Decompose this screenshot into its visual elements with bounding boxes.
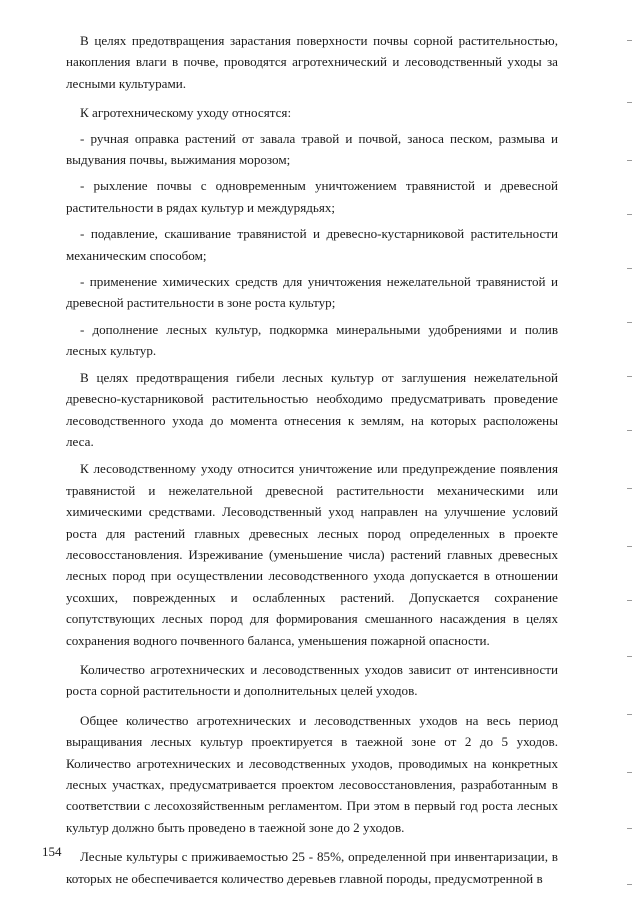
paragraph: В целях предотвращения гибели лесных культур от заглушения нежелательной древесно-кустарниковой растительностью необходимо предусматривать проведение лесоводственного ухода до момента отнесения к землям, на которых расположены леса. xyxy=(66,369,558,449)
paragraph: К лесоводственному уходу относится уничтожение или предупреждение появления травянистой и нежелательной древесной растительности механическими или химическими средствами. Лесоводственный уход направлен на улучшение условий роста для растений главных древесных лесных пород определенных в проекте лесовосстановления. Изреживание (уменьшение числа) растений главных древесных лесных пород при осуществлении лесоводственного ухода допускается в отношении усохших, поврежденных и ослабленных растений. Допускается сохранение сопутствующих лесных пород для формирования смешанного насаждения в целях сохранения водного почвенного баланса, уменьшения пожарной опасности. xyxy=(66,461,558,648)
scan-edge-mark xyxy=(627,828,632,829)
scan-edge-mark xyxy=(627,714,632,715)
paragraph: В целях предотвращения зарастания поверхности почвы сорной растительностью, накопления влаги в почве, проводятся агротехнический и лесоводственный уходы за лесными культурами. xyxy=(66,33,558,91)
scan-edge-mark xyxy=(627,102,632,103)
paragraph: - рыхление почвы с одновременным уничтожением травянистой и древесной растительности в рядах культур и междурядьях; xyxy=(66,178,558,215)
scan-edge-mark xyxy=(627,160,632,161)
paragraph: - дополнение лесных культур, подкормка минеральными удобрениями и полив лесных культур. xyxy=(66,321,558,359)
scan-edge-mark xyxy=(627,40,632,41)
paragraph: - ручная оправка растений от завала травой и почвой, заноса песком, размыва и выдувания почвы, выжимания морозом; xyxy=(66,130,558,168)
scan-edge-mark xyxy=(627,268,632,269)
scan-edge-mark xyxy=(627,430,632,431)
paragraph: Общее количество агротехнических и лесоводственных уходов на весь период выращивания лесных культур проектируется в таежной зоне от 2 до 5 уходов. Количество агротехнических и лесоводственных уходов, проводимых на конкретных лесных участках, предусматривается проектом лесовосстановления, разработанным в соответствии с лесохозяйственным регламентом. При этом в первый год роста лесных культур должно быть проведено в таежной зоне до 2 уходов. xyxy=(66,712,558,835)
scan-edge-mark xyxy=(627,214,632,215)
paragraph: - применение химических средств для уничтожения нежелательной травянистой и древесной растительности в зоне роста культур; xyxy=(66,274,558,311)
scan-edge-mark xyxy=(627,772,632,773)
scan-edge-mark xyxy=(627,376,632,377)
paragraph: - подавление, скашивание травянистой и древесно-кустарниковой растительности механическим способом; xyxy=(66,226,558,263)
scan-edge-mark xyxy=(627,600,632,601)
paragraph: К агротехническому уходу относятся: xyxy=(80,105,292,121)
scan-edge-mark xyxy=(627,322,632,323)
scan-edge-mark xyxy=(627,884,632,885)
scan-edge-mark xyxy=(627,488,632,489)
paragraph: Количество агротехнических и лесоводственных уходов зависит от интенсивности роста сорной растительности и дополнительных целей уходов. xyxy=(66,661,558,699)
page-number: 154 xyxy=(42,844,62,859)
paragraph: Лесные культуры с приживаемостью 25 - 85%, определенной при инвентаризации, в которых не обеспечивается количество деревьев главной породы, предусмотренной в xyxy=(66,849,558,886)
document-body xyxy=(66,30,558,889)
scan-edge-mark xyxy=(627,546,632,547)
scan-edge-mark xyxy=(627,656,632,657)
